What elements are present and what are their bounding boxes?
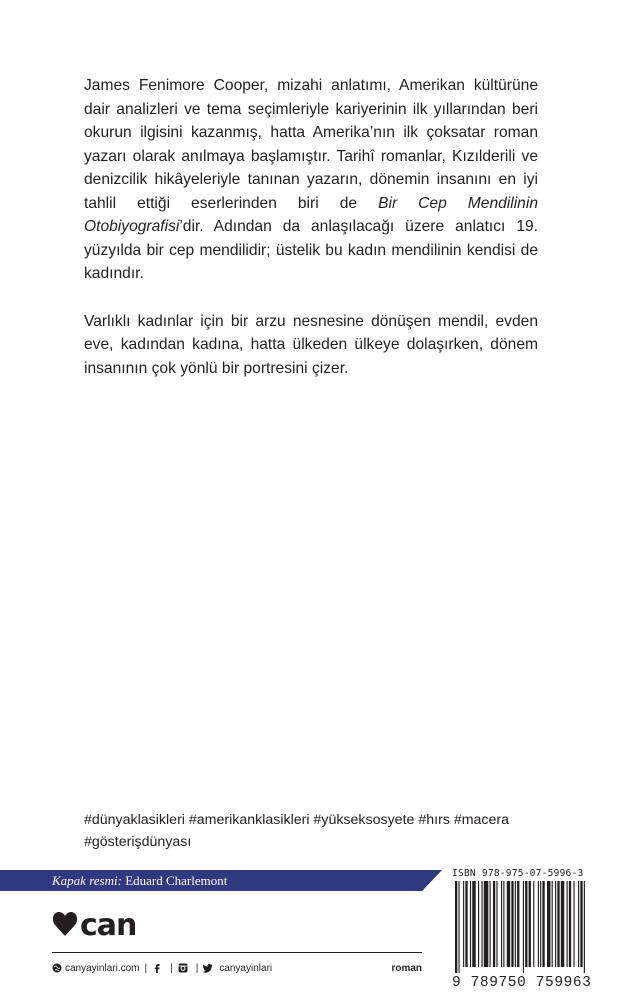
barcode-bar [515, 881, 516, 967]
publisher-logo [52, 906, 154, 942]
book-title-italic: Bir Cep Mendilinin Otobiyografisi [84, 194, 538, 235]
description-paragraph-2: Varlıklı kadınlar için bir arzu nesnesine dönüşen mendil, evden eve, kadından kadına, hatta ülkeden ülkeye dolaşırken, dönem insanının çok yönlü bir portresini çizer. [84, 312, 538, 377]
heart-icon [53, 912, 77, 936]
barcode-bar [463, 881, 464, 967]
barcode-bar [538, 881, 539, 967]
barcode-bar [529, 881, 531, 967]
barcode-bar [472, 881, 475, 967]
facebook-icon[interactable] [152, 963, 162, 973]
barcode-digits: 9 789750 759963 [452, 975, 592, 991]
barcode-bar [584, 881, 585, 973]
barcode-bar [481, 881, 482, 967]
social-handle[interactable]: canyayinlari [219, 962, 273, 974]
barcode-bar [455, 881, 457, 973]
barcode-bar [507, 881, 510, 967]
book-description [84, 74, 538, 380]
globe-icon [52, 963, 62, 973]
barcode-bars [452, 881, 622, 973]
isbn-barcode [452, 881, 622, 973]
genre-label: roman [391, 962, 422, 974]
barcode-bar [567, 881, 568, 967]
barcode-bar [561, 881, 564, 967]
description-text-1b: ’dir. Adından da anlaşılacağı üzere anlatıcı 19. yüzyılda bir cep mendilidir; üstelik bu kadın mendilinin kendisi de kadındır. [84, 218, 538, 282]
instagram-icon[interactable] [178, 963, 188, 973]
barcode-bar [573, 881, 574, 967]
hashtags: #dünyaklasikleri #amerikanklasikleri #yükseksosyete #hırs #macera #gösterişdünyası [84, 812, 510, 850]
description-paragraph-1 [84, 74, 538, 286]
barcode-bar [503, 881, 504, 967]
cover-credit [52, 872, 227, 889]
barcode-bar [470, 881, 471, 967]
barcode-bar [458, 881, 459, 973]
cover-credit-label: Kapak resmi: [52, 873, 122, 888]
barcode-bar [557, 881, 559, 967]
barcode-bar [493, 881, 495, 967]
barcode-bar [547, 881, 550, 967]
logo-text: can [80, 908, 137, 942]
barcode-bar [542, 881, 544, 967]
footer-divider [52, 952, 422, 953]
barcode-bar [490, 881, 491, 967]
barcode-bar [552, 881, 553, 967]
barcode-bar [555, 881, 556, 967]
barcode-bar [484, 881, 489, 967]
barcode-bar [578, 881, 579, 967]
barcode-bar [517, 881, 519, 967]
twitter-icon[interactable] [203, 963, 213, 973]
description-text-1a: James Fenimore Cooper, mizahi anlatımı, Amerikan kültürüne dair analizleri ve tema seçimleriyle kariyerinin ilk yıllarından beri okurun ilgisini kazanmış, hatta Amerika’nın ilk çoksatar roman yazarı olarak anılmaya başlamıştır. Tarihî romanlar, Kızılderili ve denizcilik hikâyeleriyle tanınan yazarın, dönemin insanını en iyi tahlil ettiği eserlerinden biri de [84, 77, 538, 212]
barcode-bar [496, 881, 497, 967]
barcode-bar [478, 881, 479, 967]
publisher-footer: canyayinlari.com | | | canyayinlari roman [52, 960, 422, 976]
barcode-bar [525, 881, 527, 967]
barcode-bar [533, 881, 534, 967]
website-link[interactable]: canyayinlari.com [65, 962, 140, 974]
barcode-bar [523, 881, 524, 973]
cover-artist-name: Eduard Charlemont [121, 873, 228, 888]
barcode-bar [580, 881, 582, 967]
barcode-bar [569, 881, 571, 967]
barcode-bar [465, 881, 467, 967]
barcode-bar [540, 881, 541, 967]
isbn-label: ISBN 978-975-07-5996-3 [452, 868, 584, 879]
barcode-bar [511, 881, 513, 967]
barcode-bar [501, 881, 502, 967]
